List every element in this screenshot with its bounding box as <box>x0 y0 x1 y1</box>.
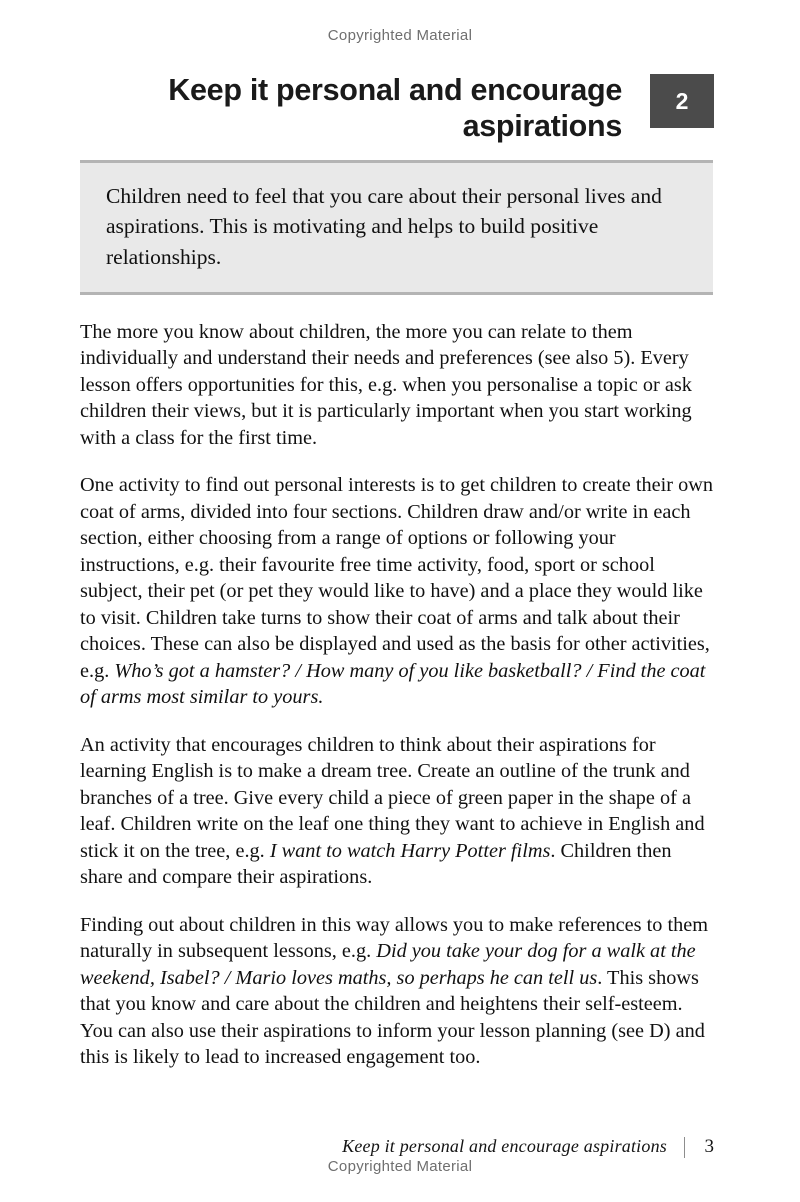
running-footer <box>80 1136 714 1158</box>
copyright-watermark-bottom: Copyrighted Material <box>327 1158 473 1175</box>
summary-callout <box>80 160 713 295</box>
summary-callout-text: Children need to feel that you care about their personal lives and aspirations. This is motivating and helps to build positive relationships. <box>106 184 662 269</box>
plain-text: The more you know about children, the more you can relate to them individually and understand their needs and preferences (see also 5). Every lesson offers opportunities for this, e.g. when you personalise a topic or ask children their views, but it is particularly important when you start working with a class for the first time. <box>80 321 692 449</box>
emphasised-text: Did you take your dog for a walk at the weekend, Isabel? / Mario loves maths, so perhaps he can tell us <box>80 940 696 989</box>
plain-text: . Children then share and compare their aspirations. <box>80 839 672 889</box>
paragraph-4 <box>80 912 714 1071</box>
footer-divider <box>684 1137 685 1158</box>
plain-text: . This shows that you know and care about the children and heightens their self-esteem. You can also use their aspirations to inform your lesson planning (see D) and this is likely to lead to increased engagement too. <box>80 966 705 1069</box>
running-footer-title: Keep it personal and encourage aspirations <box>342 1136 667 1156</box>
plain-text: Finding out about children in this way allows you to make references to them naturally in subsequent lessons, e.g. <box>80 913 709 963</box>
paragraph-3 <box>80 732 714 891</box>
chapter-number-badge: 2 <box>650 74 714 128</box>
plain-text: An activity that encourages children to think about their aspirations for learning English is to make a dream tree. Create an outline of the trunk and branches of a tree. Give every child a piece of green paper in the shape of a leaf. Children write on the leaf one thing they want to achieve in English and stick it on the tree, e.g. <box>80 733 705 862</box>
copyright-watermark-top: Copyrighted Material <box>327 27 473 44</box>
paragraph-1 <box>80 319 714 451</box>
plain-text: One activity to find out personal interests is to get children to create their own coat of arms, divided into four sections. Children draw and/or write in each section, either choosing from a range of options or following your instructions, e.g. their favourite free time activity, food, sport or school subject, their pet (or pet they would like to have) and a place they would like to visit. Children take turns to show their coat of arms and talk about their choices. These can also be displayed and used as the basis for other activities, e.g. <box>80 474 714 682</box>
body-text <box>80 319 714 1071</box>
emphasised-text: I want to watch Harry Potter films <box>269 839 551 862</box>
paragraph-2 <box>80 472 714 710</box>
page-title: Keep it personal and encourage aspirations <box>168 73 622 143</box>
emphasised-text: Who’s got a hamster? / How many of you like basketball? / Find the coat of arms most similar to yours. <box>80 659 706 709</box>
chapter-header <box>80 72 714 144</box>
page-number: 3 <box>704 1136 714 1157</box>
